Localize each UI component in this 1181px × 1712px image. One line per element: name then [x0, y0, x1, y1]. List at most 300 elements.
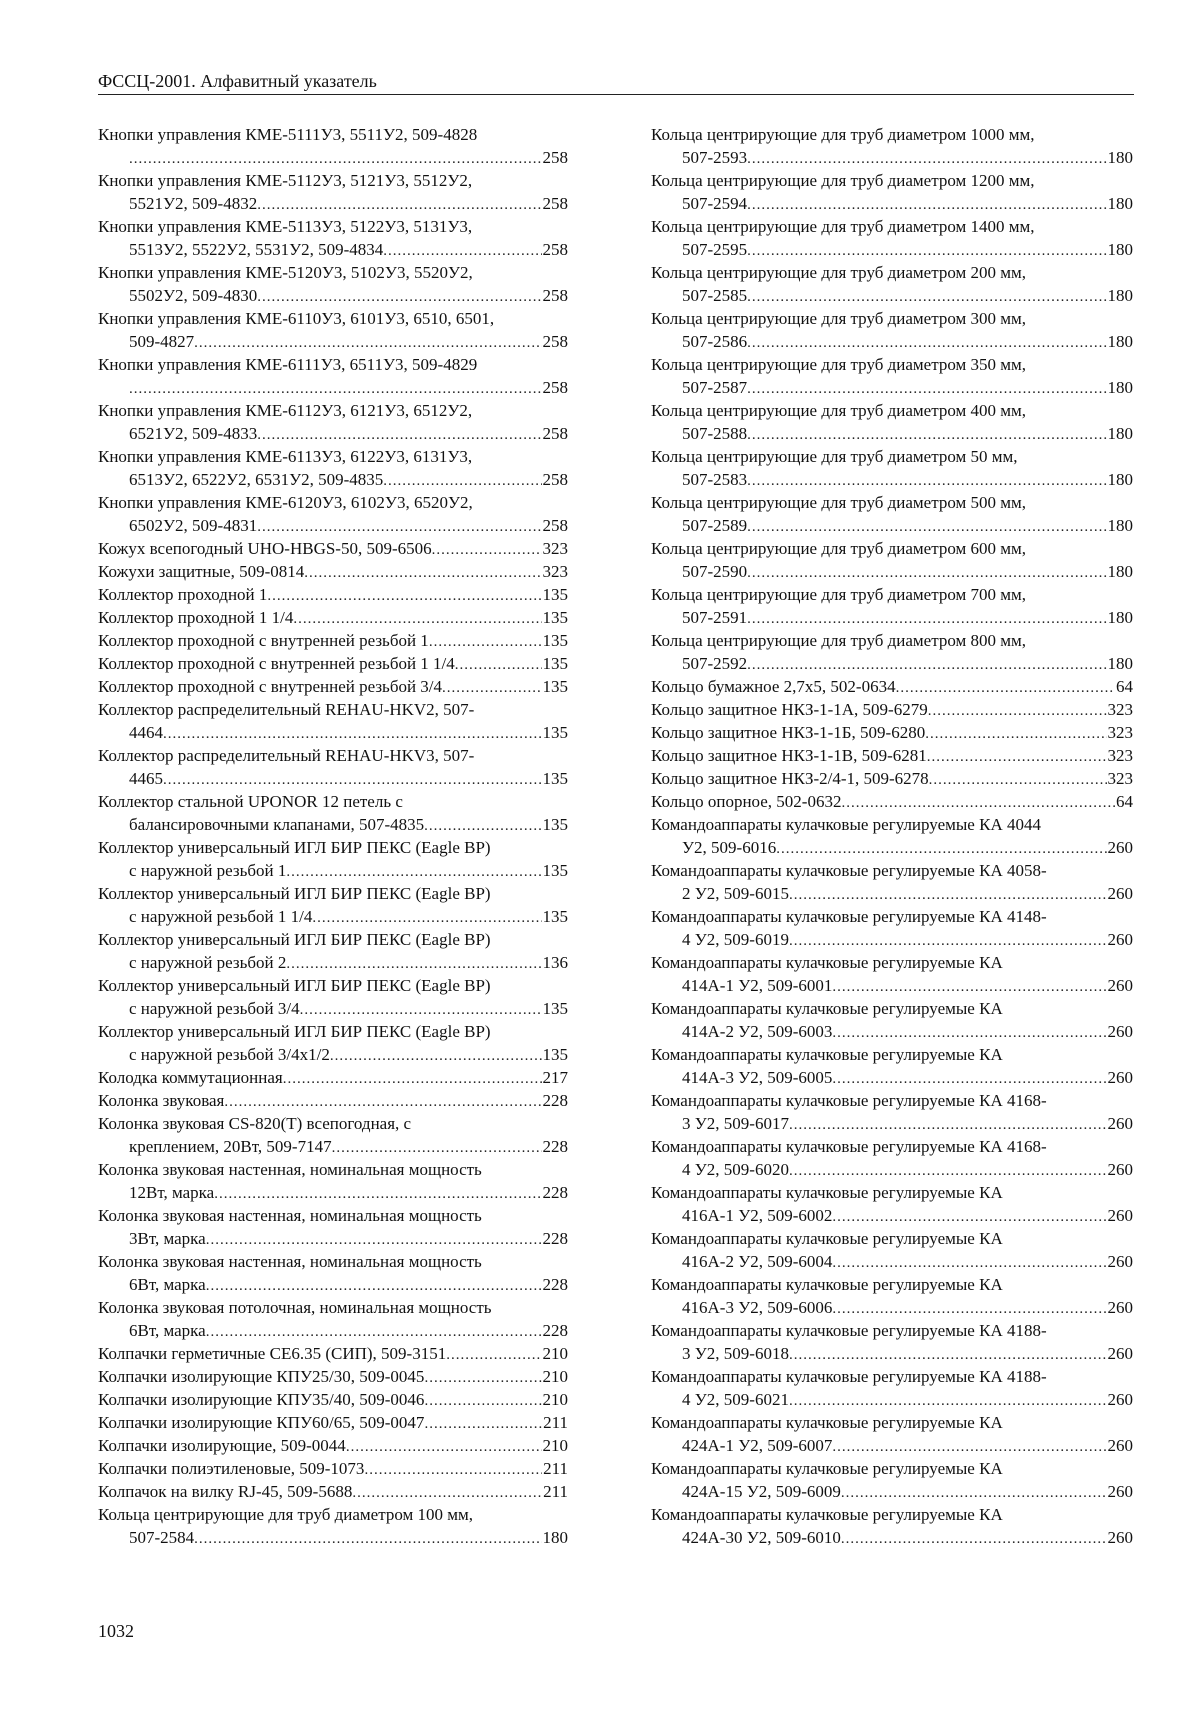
index-entry-line — [651, 330, 1133, 353]
index-entry-page: 228 — [542, 1091, 568, 1110]
dot-leader — [747, 378, 1106, 401]
dot-leader — [747, 562, 1106, 585]
index-entry-continuation: с наружной резьбой 3/4 — [129, 999, 300, 1018]
index-entry-page: 260 — [1107, 930, 1133, 949]
index-entry-text: Кнопки управления КМЕ-6111У3, 6511У3, 509-4829 — [98, 355, 478, 374]
index-entry-line — [651, 192, 1133, 215]
index-entry — [98, 1250, 568, 1296]
dot-leader — [455, 654, 542, 677]
dot-leader — [747, 516, 1106, 539]
index-entry — [98, 583, 568, 606]
index-entry-line — [651, 744, 1133, 767]
dot-leader — [424, 1413, 542, 1436]
index-entry-page: 258 — [542, 516, 568, 535]
dot-leader — [300, 999, 542, 1022]
index-entry-continuation: 507-2586 — [682, 332, 748, 351]
index-entry — [651, 1135, 1133, 1181]
dot-leader — [446, 1344, 541, 1367]
index-entry-line — [98, 330, 568, 353]
index-entry-line — [651, 1480, 1133, 1503]
index-entry-text: Кнопки управления КМЕ-5120У3, 5102У3, 5520У2, — [98, 263, 473, 282]
index-entry-page: 180 — [1107, 240, 1133, 259]
index-entry-page: 210 — [542, 1436, 568, 1455]
index-entry-text: Колпачки изолирующие КПУ25/30, 509-0045 — [98, 1367, 425, 1386]
index-entry-text: Кольца центрирующие для труб диаметром 300 мм, — [651, 309, 1027, 328]
index-entry-text: Кольца центрирующие для труб диаметром 700 мм, — [651, 585, 1027, 604]
index-entry-text: Командоаппараты кулачковые регулируемые КА 4058- — [651, 861, 1047, 880]
index-entry-page: 135 — [542, 654, 568, 673]
index-entry-text: Командоаппараты кулачковые регулируемые КА — [651, 1459, 1003, 1478]
index-entry-page: 135 — [542, 907, 568, 926]
index-entry-page: 180 — [1107, 332, 1133, 351]
dot-leader — [832, 1068, 1106, 1091]
index-entry-line — [651, 974, 1133, 997]
index-entry-line — [98, 721, 568, 744]
index-entry-continuation: 414А-1 У2, 509-6001 — [682, 976, 833, 995]
dot-leader — [841, 792, 1115, 815]
dot-leader — [429, 631, 542, 654]
index-entry-continuation: 4 У2, 509-6020 — [682, 1160, 789, 1179]
index-entry-text: Командоаппараты кулачковые регулируемые КА — [651, 999, 1003, 1018]
index-entry-page: 211 — [543, 1459, 568, 1478]
index-entry-page: 64 — [1116, 792, 1133, 811]
index-entry-line — [651, 1342, 1133, 1365]
dot-leader — [929, 769, 1107, 792]
index-entry-line — [651, 1250, 1133, 1273]
index-entry-page: 135 — [542, 861, 568, 880]
index-entry-page: 260 — [1107, 1528, 1133, 1547]
index-entry-line — [98, 1365, 568, 1388]
index-entry-line — [98, 514, 568, 537]
index-entry-continuation: 414А-3 У2, 509-6005 — [682, 1068, 833, 1087]
index-entry — [651, 1503, 1133, 1549]
dot-leader — [747, 332, 1106, 355]
index-entry-page: 135 — [542, 815, 568, 834]
index-entry-text: Командоаппараты кулачковые регулируемые КА 4148- — [651, 907, 1047, 926]
index-entry — [98, 836, 568, 882]
index-entry-line — [98, 859, 568, 882]
index-entry-line — [98, 1066, 568, 1089]
index-entry-page: 180 — [542, 1528, 568, 1547]
dot-leader — [364, 1459, 542, 1482]
dot-leader — [424, 1390, 541, 1413]
index-entry — [98, 1342, 568, 1365]
index-entry-page: 260 — [1107, 884, 1133, 903]
dot-leader — [129, 148, 542, 171]
index-entry-page: 258 — [542, 194, 568, 213]
index-entry — [98, 1480, 568, 1503]
index-entry-continuation: 4 У2, 509-6019 — [682, 930, 789, 949]
index-entry — [98, 537, 568, 560]
index-entry-page: 135 — [542, 769, 568, 788]
index-entry-line — [651, 1066, 1133, 1089]
index-entry-page: 260 — [1107, 838, 1133, 857]
index-entry — [651, 307, 1133, 353]
index-entry — [98, 215, 568, 261]
index-entry-line — [651, 376, 1133, 399]
index-entry-line — [98, 767, 568, 790]
index-entry-page: 258 — [542, 240, 568, 259]
index-entry — [651, 1411, 1133, 1457]
index-entry — [98, 1066, 568, 1089]
index-entry-line — [651, 238, 1133, 261]
index-entry-page: 180 — [1107, 378, 1133, 397]
index-entry-line — [651, 1388, 1133, 1411]
index-entry-text: Колонка звуковая — [98, 1091, 225, 1110]
index-entry-page: 323 — [542, 562, 568, 581]
index-column-left — [98, 123, 568, 1549]
index-entry-page: 228 — [542, 1183, 568, 1202]
index-entry-continuation: 6502У2, 509-4831 — [129, 516, 258, 535]
dot-leader — [383, 240, 541, 263]
index-entry-continuation: с наружной резьбой 1 1/4 — [129, 907, 313, 926]
index-entry-text: Командоаппараты кулачковые регулируемые КА — [651, 1045, 1003, 1064]
dot-leader — [129, 378, 542, 401]
index-entry-line — [651, 1434, 1133, 1457]
index-entry — [651, 1457, 1133, 1503]
index-entry-text: Командоаппараты кулачковые регулируемые КА 4168- — [651, 1091, 1047, 1110]
index-entry-line — [651, 146, 1133, 169]
index-entry-text: Кольцо защитное НКЗ-1-1Б, 509-6280 — [651, 723, 926, 742]
index-entry-line — [98, 1480, 568, 1503]
index-entry-line — [651, 468, 1133, 491]
index-entry-text: Колпачки герметичные СЕ6.35 (СИП), 509-3151 — [98, 1344, 447, 1363]
index-entry-continuation: 424А-1 У2, 509-6007 — [682, 1436, 833, 1455]
index-entry — [651, 445, 1133, 491]
index-entry-continuation: 414А-2 У2, 509-6003 — [682, 1022, 833, 1041]
dot-leader — [841, 1528, 1107, 1551]
index-entry-text: Кольца центрирующие для труб диаметром 100 мм, — [98, 1505, 474, 1524]
dot-leader — [163, 769, 542, 792]
index-entry-line — [98, 629, 568, 652]
index-entry — [651, 997, 1133, 1043]
index-entry — [98, 560, 568, 583]
dot-leader — [789, 884, 1107, 907]
index-entry-line — [651, 698, 1133, 721]
index-entry-line — [651, 606, 1133, 629]
index-entry — [651, 123, 1133, 169]
index-entry — [98, 1388, 568, 1411]
index-entry-page: 260 — [1107, 1482, 1133, 1501]
index-entry-text: Колпачки изолирующие КПУ35/40, 509-0046 — [98, 1390, 425, 1409]
index-entry-page: 260 — [1107, 1022, 1133, 1041]
index-entry-page: 135 — [542, 677, 568, 696]
index-entry — [98, 261, 568, 307]
index-entry-text: Колонка звуковая CS-820(T) всепогодная, с — [98, 1114, 412, 1133]
dot-leader — [194, 1528, 541, 1551]
index-entry-line — [651, 1204, 1133, 1227]
index-entry-page: 323 — [1107, 723, 1133, 742]
index-entry-line — [98, 606, 568, 629]
index-entry-page: 135 — [542, 723, 568, 742]
index-entry-line — [651, 675, 1133, 698]
index-entry-text: Коллектор стальной UPONOR 12 петель с — [98, 792, 403, 811]
dot-leader — [832, 1206, 1106, 1229]
dot-leader — [424, 1367, 541, 1390]
index-entry-page: 260 — [1107, 1068, 1133, 1087]
index-entry-line — [651, 928, 1133, 951]
index-entry-line — [651, 422, 1133, 445]
dot-leader — [206, 1275, 542, 1298]
index-entry-continuation: 3 У2, 509-6017 — [682, 1114, 789, 1133]
index-entry — [651, 629, 1133, 675]
page-number: 1032 — [98, 1621, 134, 1641]
index-entry-line — [98, 238, 568, 261]
index-entry-text: Кольца центрирующие для труб диаметром 400 мм, — [651, 401, 1027, 420]
index-entry-line — [98, 422, 568, 445]
dot-leader — [286, 953, 541, 976]
dot-leader — [832, 1298, 1106, 1321]
dot-leader — [832, 976, 1106, 999]
index-entry-line — [98, 192, 568, 215]
dot-leader — [747, 424, 1106, 447]
index-entry-page: 260 — [1107, 1344, 1133, 1363]
index-entry-line — [98, 376, 568, 399]
index-entry-text: Кнопки управления КМЕ-6120У3, 6102У3, 6520У2, — [98, 493, 473, 512]
index-entry-text: Колонка звуковая настенная, номинальная мощность — [98, 1206, 482, 1225]
index-entry-page: 258 — [542, 470, 568, 489]
index-entry-continuation: 5521У2, 509-4832 — [129, 194, 258, 213]
dot-leader — [257, 286, 541, 309]
index-entry-continuation: 507-2587 — [682, 378, 748, 397]
index-entry — [651, 859, 1133, 905]
index-entry-continuation: 416А-2 У2, 509-6004 — [682, 1252, 833, 1271]
index-entry-page: 210 — [542, 1344, 568, 1363]
index-entry-text: Кольца центрирующие для труб диаметром 800 мм, — [651, 631, 1027, 650]
index-entry — [651, 491, 1133, 537]
index-entry-page: 228 — [542, 1321, 568, 1340]
index-entry-line — [98, 583, 568, 606]
index-entry — [98, 1158, 568, 1204]
index-entry-text: Командоаппараты кулачковые регулируемые КА 4188- — [651, 1321, 1047, 1340]
dot-leader — [747, 654, 1106, 677]
index-entry — [651, 813, 1133, 859]
index-entry — [651, 215, 1133, 261]
index-entry — [98, 928, 568, 974]
index-entry-page: 260 — [1107, 1206, 1133, 1225]
index-entry-text: Кольца центрирующие для труб диаметром 1200 мм, — [651, 171, 1035, 190]
page-header — [98, 68, 1134, 95]
index-entry-line — [98, 1227, 568, 1250]
dot-leader — [163, 723, 542, 746]
index-entry — [98, 629, 568, 652]
index-entry-continuation: 4 У2, 509-6021 — [682, 1390, 789, 1409]
index-entry-page: 210 — [542, 1390, 568, 1409]
dot-leader — [896, 677, 1115, 700]
dot-leader — [832, 1252, 1106, 1275]
index-entry-page: 260 — [1107, 1436, 1133, 1455]
index-entry-page: 260 — [1107, 1114, 1133, 1133]
index-entry — [651, 905, 1133, 951]
index-entry — [651, 261, 1133, 307]
dot-leader — [442, 677, 541, 700]
dot-leader — [789, 1160, 1107, 1183]
index-entry — [651, 1089, 1133, 1135]
index-entry-line — [651, 1296, 1133, 1319]
index-entry-page: 180 — [1107, 148, 1133, 167]
index-entry — [651, 1273, 1133, 1319]
index-entry — [98, 1434, 568, 1457]
index-entry-text: Колпачки изолирующие КПУ60/65, 509-0047 — [98, 1413, 425, 1432]
index-entry — [98, 1411, 568, 1434]
index-entry-continuation: 5513У2, 5522У2, 5531У2, 509-4834 — [129, 240, 384, 259]
index-entry-continuation: с наружной резьбой 2 — [129, 953, 287, 972]
index-entry-line — [651, 560, 1133, 583]
index-entry-continuation: 4464 — [129, 723, 163, 742]
dot-leader — [789, 1344, 1107, 1367]
index-entry — [651, 790, 1133, 813]
index-entry-continuation: 507-2589 — [682, 516, 748, 535]
index-entry-text: Кольца центрирующие для труб диаметром 200 мм, — [651, 263, 1027, 282]
index-entry-line — [98, 1457, 568, 1480]
index-entry-continuation: 424А-15 У2, 509-6009 — [682, 1482, 841, 1501]
index-entry-continuation: 507-2594 — [682, 194, 748, 213]
index-entry-text: Кнопки управления КМЕ-5113У3, 5122У3, 5131У3, — [98, 217, 473, 236]
index-entry-line — [651, 1112, 1133, 1135]
index-entry-text: Командоаппараты кулачковые регулируемые КА 4044 — [651, 815, 1041, 834]
index-entry-text: Коллектор универсальный ИГЛ БИР ПЕКС (Eagle BP) — [98, 884, 491, 903]
index-entry-text: Кнопки управления КМЕ-5111У3, 5511У2, 509-4828 — [98, 125, 478, 144]
index-entry-text: Командоаппараты кулачковые регулируемые КА — [651, 1229, 1003, 1248]
index-entry-continuation: 507-2593 — [682, 148, 748, 167]
index-entry-line — [98, 284, 568, 307]
index-entry-continuation: 509-4827 — [129, 332, 195, 351]
dot-leader — [293, 608, 541, 631]
index-entry-line — [651, 836, 1133, 859]
index-entry-page: 258 — [542, 378, 568, 397]
index-entry-text: Кнопки управления КМЕ-6113У3, 6122У3, 6131У3, — [98, 447, 473, 466]
index-entry-text: Колпачки изолирующие, 509-0044 — [98, 1436, 346, 1455]
index-entry-line — [651, 721, 1133, 744]
index-entry-line — [651, 790, 1133, 813]
index-entry-text: Колпачок на вилку RJ-45, 509-5688 — [98, 1482, 353, 1501]
dot-leader — [267, 585, 541, 608]
index-entry — [651, 1181, 1133, 1227]
index-entry-page: 323 — [1107, 700, 1133, 719]
index-entry — [98, 399, 568, 445]
dot-leader — [332, 1137, 542, 1160]
index-entry — [98, 1503, 568, 1549]
index-entry — [98, 169, 568, 215]
dot-leader — [776, 838, 1106, 861]
index-entry-page: 258 — [542, 148, 568, 167]
index-entry-page: 258 — [542, 424, 568, 443]
index-entry-text: Колодка коммутационная — [98, 1068, 283, 1087]
index-entry-page: 180 — [1107, 562, 1133, 581]
dot-leader — [312, 907, 541, 930]
index-entry-text: Кнопки управления КМЕ-5112У3, 5121У3, 5512У2, — [98, 171, 473, 190]
index-entry-line — [98, 997, 568, 1020]
index-entry-page: 323 — [542, 539, 568, 558]
index-entry-continuation: балансировочными клапанами, 507-4835 — [129, 815, 425, 834]
index-entry-line — [651, 1158, 1133, 1181]
index-entry-continuation: 507-2588 — [682, 424, 748, 443]
index-entry — [651, 744, 1133, 767]
page-header-title: ФССЦ-2001. Алфавитный указатель — [98, 71, 377, 91]
index-entry-text: Кольцо защитное НКЗ-1-1А, 509-6279 — [651, 700, 928, 719]
index-entry — [98, 675, 568, 698]
dot-leader — [747, 286, 1106, 309]
index-entry-text: Кольца центрирующие для труб диаметром 500 мм, — [651, 493, 1027, 512]
dot-leader — [789, 1390, 1107, 1413]
index-entry — [651, 951, 1133, 997]
dot-leader — [224, 1091, 541, 1114]
dot-leader — [194, 332, 541, 355]
index-entry-line — [98, 813, 568, 836]
index-entry-continuation: 6Вт, марка — [129, 1321, 206, 1340]
index-entry-page: 135 — [542, 1045, 568, 1064]
index-entry-continuation: 507-2583 — [682, 470, 748, 489]
dot-leader — [286, 861, 541, 884]
index-entry-text: Командоаппараты кулачковые регулируемые КА 4168- — [651, 1137, 1047, 1156]
index-entry — [651, 675, 1133, 698]
dot-leader — [330, 1045, 542, 1068]
index-entry-text: Кольцо защитное НКЗ-1-1В, 509-6281 — [651, 746, 927, 765]
index-entry-line — [98, 1181, 568, 1204]
index-entry-continuation: 3 У2, 509-6018 — [682, 1344, 789, 1363]
index-entry-text: Кнопки управления КМЕ-6110У3, 6101У3, 6510, 6501, — [98, 309, 495, 328]
index-entry-continuation: 507-2592 — [682, 654, 748, 673]
dot-leader — [432, 539, 542, 562]
index-entry-continuation: 6513У2, 6522У2, 6531У2, 509-4835 — [129, 470, 384, 489]
dot-leader — [424, 815, 541, 838]
index-entry-text: Кольца центрирующие для труб диаметром 600 мм, — [651, 539, 1027, 558]
index-entry-line — [98, 537, 568, 560]
index-entry-line — [98, 1135, 568, 1158]
index-entry-line — [651, 882, 1133, 905]
index-entry-line — [98, 1273, 568, 1296]
index-entry-continuation: 12Вт, марка — [129, 1183, 215, 1202]
index-entry — [651, 1043, 1133, 1089]
index-entry-text: Коллектор проходной с внутренней резьбой 3/4 — [98, 677, 443, 696]
index-entry-text: Коллектор распределительный REHAU-HKV2, 507- — [98, 700, 475, 719]
index-entry-text: Командоаппараты кулачковые регулируемые КА — [651, 953, 1003, 972]
index-entry-text: Командоаппараты кулачковые регулируемые КА — [651, 1275, 1003, 1294]
index-entry — [651, 353, 1133, 399]
index-entry-page: 135 — [542, 631, 568, 650]
dot-leader — [841, 1482, 1107, 1505]
index-entry-line — [98, 1411, 568, 1434]
dot-leader — [789, 930, 1107, 953]
index-entry-page: 210 — [542, 1367, 568, 1386]
index-entry-text: Кожух всепогодный UHO-HBGS-50, 509-6506 — [98, 539, 432, 558]
index-entry-continuation: 416А-1 У2, 509-6002 — [682, 1206, 833, 1225]
index-entry-page: 323 — [1107, 769, 1133, 788]
index-entry-line — [98, 1388, 568, 1411]
index-entry-continuation: 6521У2, 509-4833 — [129, 424, 258, 443]
index-entry-text: Коллектор универсальный ИГЛ БИР ПЕКС (Eagle BP) — [98, 930, 491, 949]
index-entry — [98, 1365, 568, 1388]
index-entry-text: Кожухи защитные, 509-0814 — [98, 562, 305, 581]
index-entry-line — [98, 905, 568, 928]
index-entry-continuation: 4465 — [129, 769, 163, 788]
index-entry — [651, 1319, 1133, 1365]
index-entry-text: Коллектор проходной 1 — [98, 585, 268, 604]
index-entry-text: Кольца центрирующие для труб диаметром 350 мм, — [651, 355, 1027, 374]
index-entry-line — [98, 675, 568, 698]
index-entry-continuation: 507-2595 — [682, 240, 748, 259]
index-entry-page: 135 — [542, 999, 568, 1018]
index-entry — [98, 882, 568, 928]
index-entry — [98, 1457, 568, 1480]
index-entry-page: 180 — [1107, 194, 1133, 213]
dot-leader — [214, 1183, 541, 1206]
index-entry-text: Кольца центрирующие для труб диаметром 50 мм, — [651, 447, 1018, 466]
index-entry — [98, 307, 568, 353]
index-entry-continuation: 2 У2, 509-6015 — [682, 884, 789, 903]
index-entry — [98, 606, 568, 629]
index-entry — [98, 123, 568, 169]
